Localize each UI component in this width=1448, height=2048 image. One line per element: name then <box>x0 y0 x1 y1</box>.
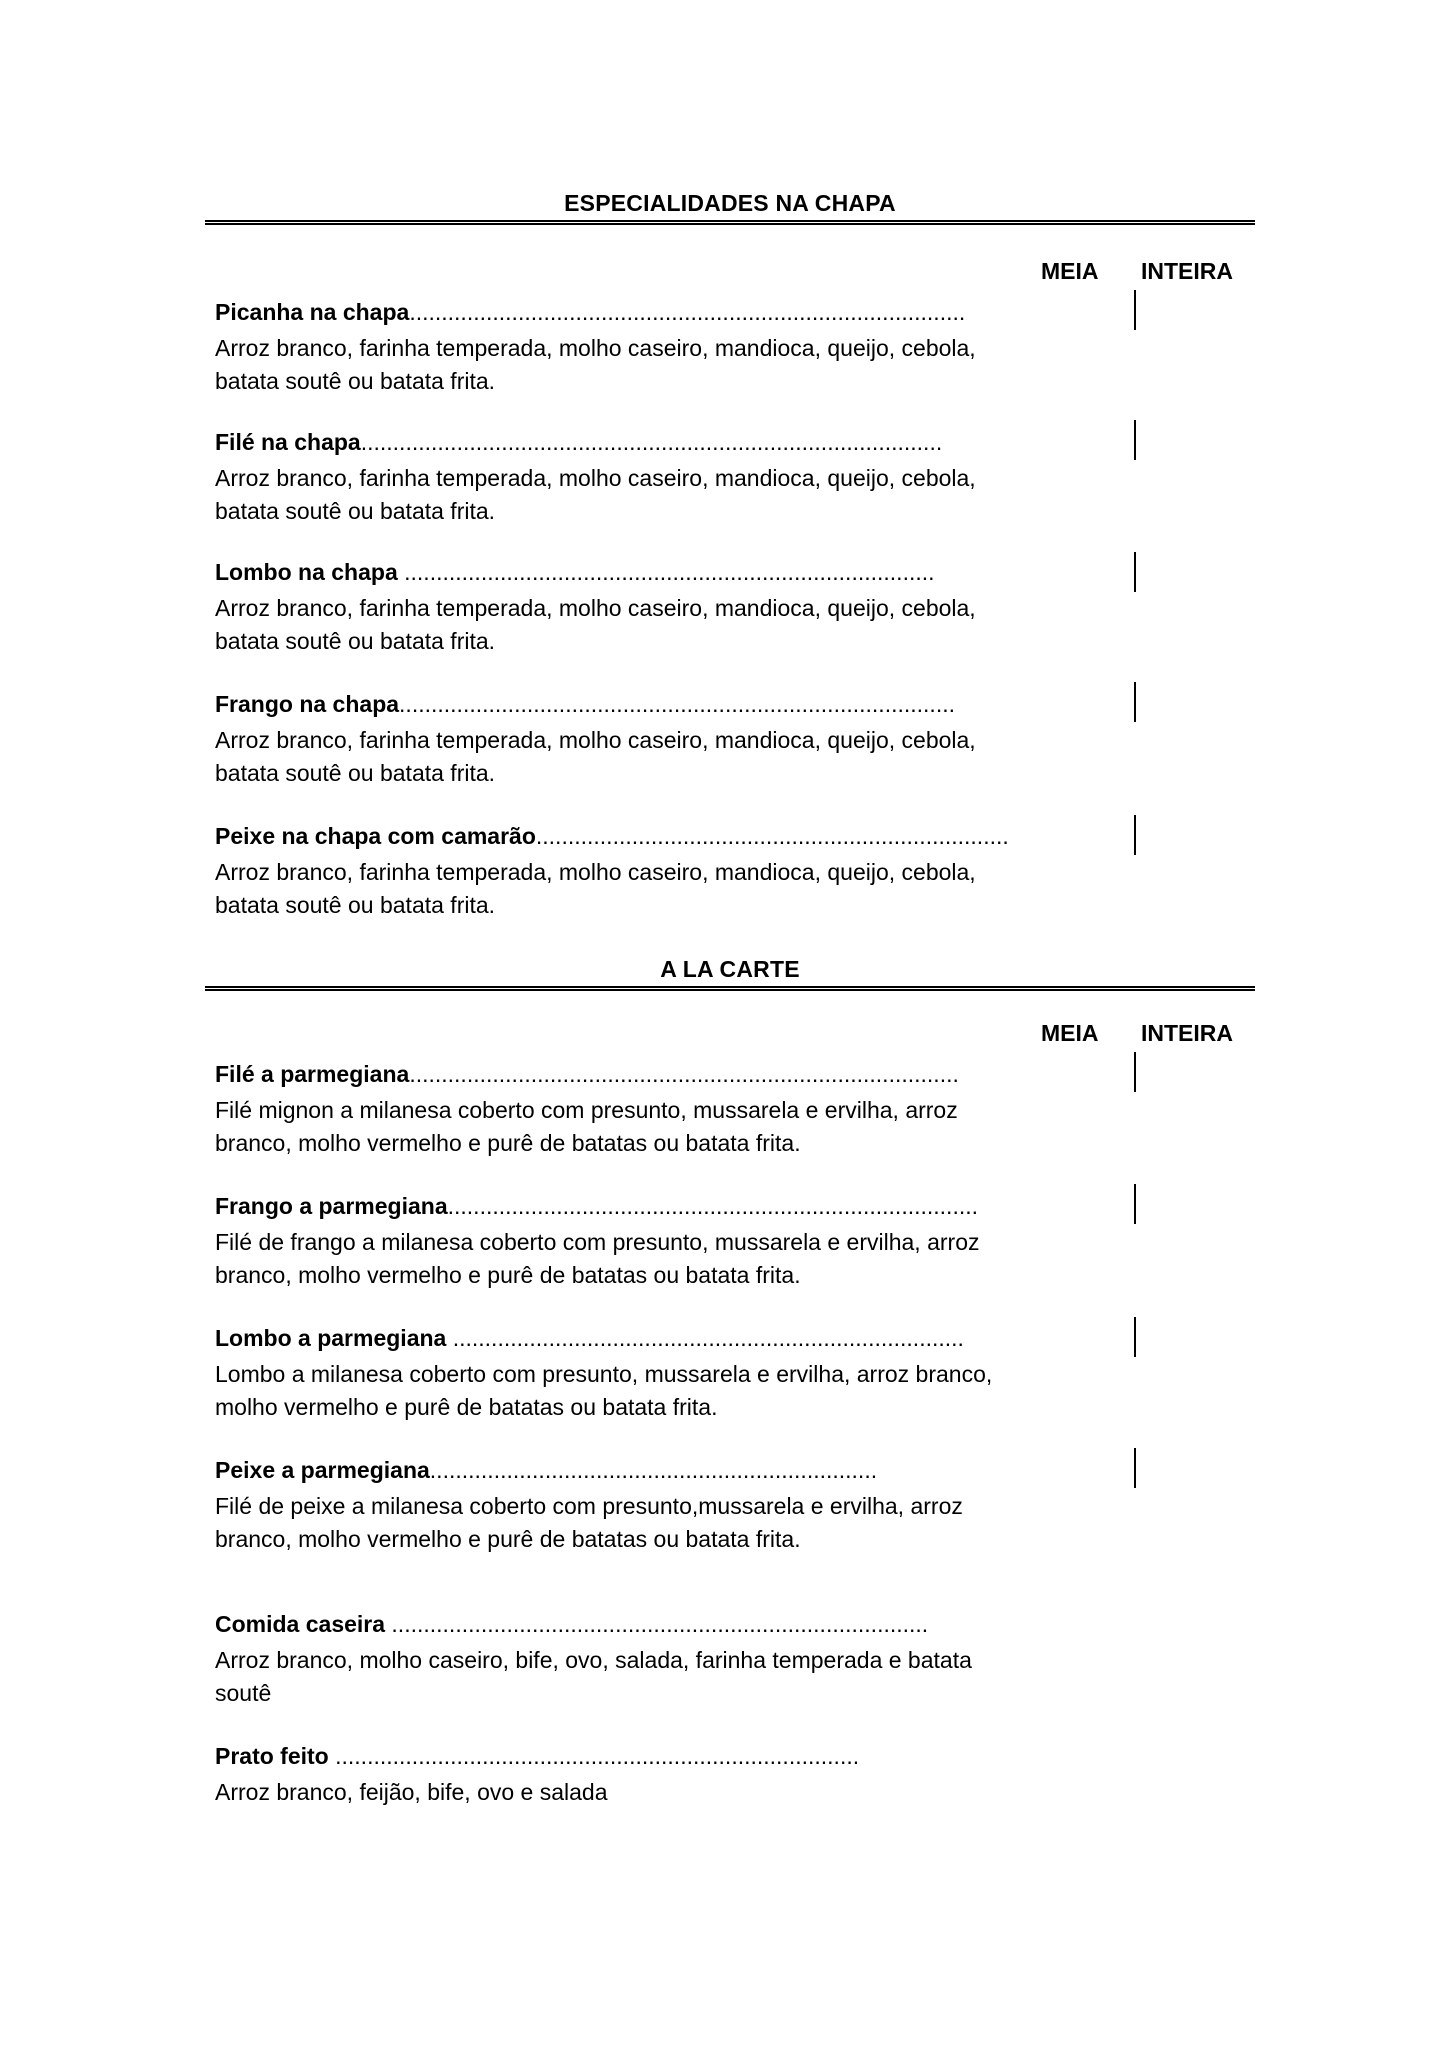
leader-dots: .......................................................................... <box>535 823 1009 849</box>
price-column-mark <box>1134 1448 1136 1488</box>
menu-item <box>215 426 1115 528</box>
price-column-mark <box>1134 1052 1136 1092</box>
col-header-meia: MEIA <box>1041 258 1099 284</box>
item-name: Picanha na chapa <box>215 299 410 325</box>
price-column-mark <box>1134 815 1136 855</box>
item-description: Lombo a milanesa coberto com presunto, mussarela e ervilha, arroz branco, molho vermelho e purê de batatas ou batata frita. <box>215 1361 993 1420</box>
price-column-mark <box>1134 682 1136 722</box>
section-title-a-la-carte: A LA CARTE <box>660 956 800 982</box>
price-column-mark <box>1134 1184 1136 1224</box>
leader-dots: ....................................................................................... <box>409 299 966 325</box>
price-column-mark <box>1134 552 1136 592</box>
section-divider <box>205 220 1255 225</box>
col-header-inteira: INTEIRA <box>1141 1020 1233 1046</box>
price-column-mark <box>1134 420 1136 460</box>
section-divider <box>205 986 1255 991</box>
menu-item <box>215 820 1115 922</box>
menu-item <box>215 688 1115 790</box>
item-description: Arroz branco, farinha temperada, molho caseiro, mandioca, queijo, cebola, batata soutê ou batata frita. <box>215 595 976 654</box>
item-description: Arroz branco, molho caseiro, bife, ovo, salada, farinha temperada e batata soutê <box>215 1647 972 1706</box>
leader-dots: ................................................................................... <box>447 1193 979 1219</box>
item-name: Filé na chapa <box>215 429 361 455</box>
menu-item <box>215 1322 1115 1424</box>
item-name: Lombo a parmegiana <box>215 1325 447 1351</box>
leader-dots: ................................................................................ <box>446 1325 964 1351</box>
col-header-inteira: INTEIRA <box>1141 258 1233 284</box>
item-description: Arroz branco, farinha temperada, molho caseiro, mandioca, queijo, cebola, batata soutê ou batata frita. <box>215 465 976 524</box>
price-column-mark <box>1134 1317 1136 1357</box>
leader-dots: ........................................................................................... <box>360 429 943 455</box>
menu-item <box>215 1190 1115 1292</box>
item-name: Frango a parmegiana <box>215 1193 448 1219</box>
leader-dots: ....................................................................................... <box>399 691 955 717</box>
item-name: Peixe a parmegiana <box>215 1457 430 1483</box>
menu-item <box>215 296 1115 398</box>
leader-dots: ................................................................................... <box>397 559 935 585</box>
item-description: Arroz branco, farinha temperada, molho caseiro, mandioca, queijo, cebola, batata soutê ou batata frita. <box>215 727 976 786</box>
item-name: Lombo na chapa <box>215 559 398 585</box>
item-description: Arroz branco, farinha temperada, molho caseiro, mandioca, queijo, cebola, batata soutê ou batata frita. <box>215 335 976 394</box>
leader-dots: ...................................................................... <box>429 1457 878 1483</box>
item-name: Peixe na chapa com camarão <box>215 823 536 849</box>
leader-dots: .................................................................................. <box>328 1743 860 1769</box>
item-name: Comida caseira <box>215 1611 386 1637</box>
menu-item <box>215 1058 1115 1160</box>
menu-item <box>215 1454 1115 1556</box>
item-description: Filé de peixe a milanesa coberto com presunto,mussarela e ervilha, arroz branco, molho vermelho e purê de batatas ou batata frita. <box>215 1493 963 1552</box>
item-description: Arroz branco, farinha temperada, molho caseiro, mandioca, queijo, cebola, batata soutê ou batata frita. <box>215 859 976 918</box>
item-description: Filé de frango a milanesa coberto com presunto, mussarela e ervilha, arroz branco, molho vermelho e purê de batatas ou batata frita. <box>215 1229 980 1288</box>
item-name: Prato feito <box>215 1743 329 1769</box>
item-description: Arroz branco, feijão, bife, ovo e salada <box>215 1779 608 1805</box>
item-name: Filé a parmegiana <box>215 1061 410 1087</box>
col-header-meia: MEIA <box>1041 1020 1099 1046</box>
menu-item <box>215 1608 1115 1710</box>
price-column-mark <box>1134 290 1136 330</box>
leader-dots: .................................................................................... <box>385 1611 929 1637</box>
item-description: Filé mignon a milanesa coberto com presunto, mussarela e ervilha, arroz branco, molho vermelho e purê de batatas ou batata frita. <box>215 1097 958 1156</box>
leader-dots: ...................................................................................... <box>409 1061 959 1087</box>
menu-item <box>215 1740 1115 1809</box>
menu-item <box>215 556 1115 658</box>
section-title-chapa: ESPECIALIDADES NA CHAPA <box>564 190 896 216</box>
item-name: Frango na chapa <box>215 691 400 717</box>
